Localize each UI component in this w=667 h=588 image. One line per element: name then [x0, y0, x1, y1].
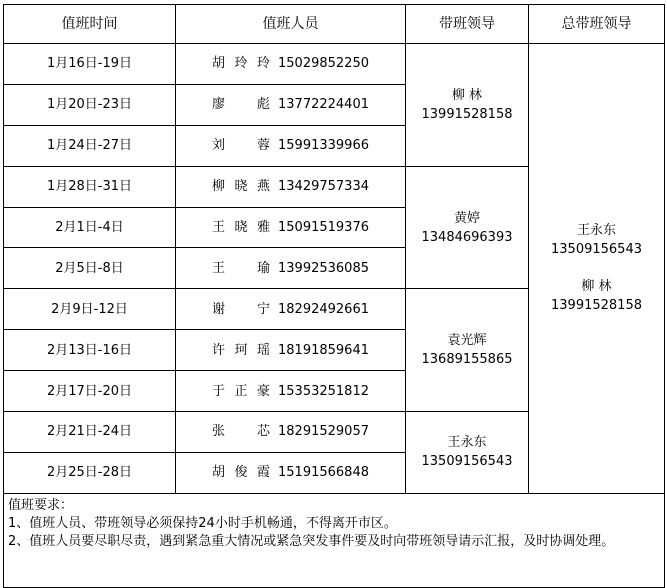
- staff-name: 刘 蓉: [212, 138, 270, 154]
- staff-name: 柳晓燕: [212, 179, 270, 195]
- duty-staff: [176, 166, 406, 207]
- duty-staff: [176, 248, 406, 289]
- leader-cell: [406, 412, 529, 494]
- leader-name: 王永东: [447, 435, 487, 451]
- duty-staff: [176, 452, 406, 493]
- staff-name: 谢 宁: [212, 301, 270, 317]
- staff-phone: 15991339966: [278, 138, 369, 154]
- duty-period: 1月16日-19日: [4, 44, 176, 85]
- chief-leader-phone: 13509156543: [551, 242, 642, 258]
- staff-name: 廖 彪: [212, 97, 270, 113]
- table-header-row: [4, 5, 665, 44]
- chief-leader-name: 柳 林: [581, 279, 612, 295]
- chief-leader-name: 王永东: [576, 223, 616, 239]
- staff-name: 张 芯: [212, 424, 270, 440]
- staff-phone: 18292492661: [278, 301, 369, 317]
- duty-period: 1月20日-23日: [4, 84, 176, 125]
- header-period: 值班时间: [4, 5, 176, 44]
- duty-staff: [176, 125, 406, 166]
- notes-item-2: 2、值班人员要尽职尽责，遇到紧急重大情况或紧急突发事件要及时向带班领导请示汇报，及时协调处理。: [8, 533, 615, 549]
- duty-period: 2月17日-20日: [4, 371, 176, 412]
- duty-period: 2月5日-8日: [4, 248, 176, 289]
- duty-period: 2月9日-12日: [4, 289, 176, 330]
- staff-name: 王 瑜: [212, 260, 270, 276]
- duty-staff: [176, 207, 406, 248]
- table-row: [4, 44, 665, 85]
- chief-leader-cell: [529, 44, 665, 494]
- header-staff: 值班人员: [176, 5, 406, 44]
- chief-leader-phone: 13991528158: [551, 298, 642, 314]
- staff-name: 许珂瑶: [212, 342, 270, 358]
- duty-staff: [176, 289, 406, 330]
- staff-name: 于正豪: [212, 383, 270, 399]
- staff-phone: 15029852250: [278, 56, 369, 72]
- leader-phone: 13484696393: [421, 229, 513, 245]
- duty-period: 1月28日-31日: [4, 166, 176, 207]
- duty-period: 2月1日-4日: [4, 207, 176, 248]
- duty-staff: [176, 412, 406, 453]
- notes-item-1: 1、值班人员、带班领导必须保持24小时手机畅通，不得离开市区。: [8, 515, 397, 531]
- leader-name: 黄婷: [453, 210, 480, 226]
- duty-period: 2月21日-24日: [4, 412, 176, 453]
- staff-name: 王晓雅: [212, 220, 270, 235]
- leader-phone: 13689155865: [421, 352, 513, 368]
- duty-staff: [176, 330, 406, 371]
- staff-phone: 15191566848: [278, 465, 369, 481]
- notes-title: 值班要求：: [8, 497, 74, 513]
- staff-name: 胡俊霞: [212, 465, 270, 481]
- duty-period: 2月25日-28日: [4, 452, 176, 493]
- duty-staff: [176, 371, 406, 412]
- header-chief-leader: 总带班领导: [529, 5, 665, 44]
- staff-name: 胡玲玲: [212, 56, 270, 72]
- duty-roster-table: [3, 4, 665, 588]
- leader-phone: 13991528158: [421, 106, 513, 122]
- staff-phone: 18191859641: [278, 342, 369, 358]
- duty-staff: [176, 84, 406, 125]
- leader-phone: 13509156543: [421, 454, 513, 470]
- staff-phone: 15091519376: [278, 220, 369, 235]
- duty-staff: [176, 44, 406, 85]
- duty-period: 1月24日-27日: [4, 125, 176, 166]
- leader-cell: [406, 44, 529, 167]
- leader-name: 袁光辉: [447, 333, 487, 349]
- staff-phone: 18291529057: [278, 424, 369, 440]
- duty-period: 2月13日-16日: [4, 330, 176, 371]
- staff-phone: 15353251812: [278, 383, 369, 399]
- duty-requirements: [4, 493, 665, 587]
- leader-cell: [406, 289, 529, 412]
- staff-phone: 13772224401: [278, 97, 369, 113]
- leader-cell: [406, 166, 529, 289]
- notes-row: [4, 493, 665, 587]
- staff-phone: 13992536085: [278, 260, 369, 276]
- staff-phone: 13429757334: [278, 179, 369, 195]
- leader-name: 柳 林: [451, 87, 483, 103]
- header-leader: 带班领导: [406, 5, 529, 44]
